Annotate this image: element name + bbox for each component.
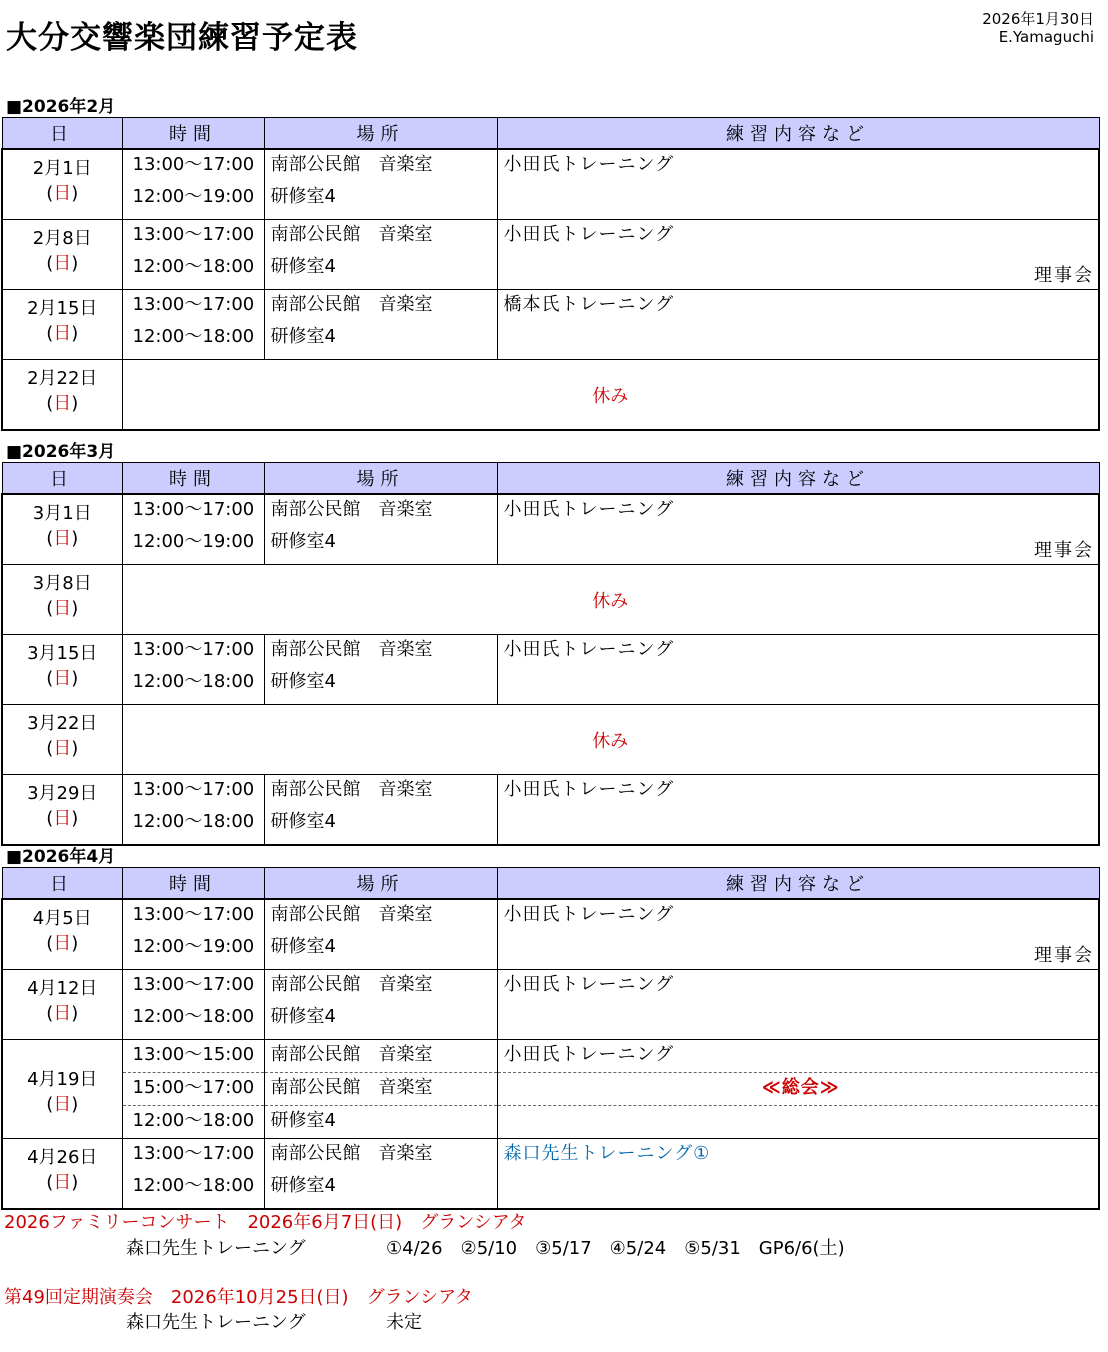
row-dow-value: 日 <box>53 668 72 689</box>
row-dow-value: 日 <box>53 933 72 954</box>
content-cell <box>497 1139 1099 1210</box>
place-cell <box>264 775 497 846</box>
time-text: 13:00～17:00 <box>132 779 255 800</box>
header-place: 場所 <box>264 868 497 900</box>
concert-regular-training-label: 森口先生トレーニング <box>126 1312 306 1333</box>
place-text: 研修室4 <box>270 531 336 552</box>
place-cell <box>264 494 497 565</box>
place-text: 南部公民館 音楽室 <box>270 974 433 995</box>
row-dow: (日) <box>46 1003 79 1024</box>
rest-cell: 休み <box>122 360 1099 431</box>
time-text: 12:00～18:00 <box>132 326 255 347</box>
time-text: 13:00～17:00 <box>132 639 255 660</box>
concert-regular-training-dates: 未定 <box>386 1312 422 1333</box>
date-cell <box>2 494 122 565</box>
row-dow: (日) <box>46 808 79 829</box>
concert-family: 2026ファミリーコンサート 2026年6月7日(日) グランシアタ <box>4 1212 527 1233</box>
month-heading: ■2026年4月 <box>6 847 116 867</box>
time-text: 13:00～17:00 <box>132 154 255 175</box>
row-date: 2月1日 <box>32 158 92 179</box>
row-dow: (日) <box>46 933 79 954</box>
time-cell <box>122 494 264 565</box>
date-cell <box>2 1040 122 1139</box>
content-text <box>498 1106 1099 1138</box>
date-cell <box>2 360 122 431</box>
row-dow: (日) <box>46 528 79 549</box>
header-day: 日 <box>2 463 122 495</box>
row-date: 4月26日 <box>27 1147 98 1168</box>
content-text: 小田氏トレーニング <box>503 154 675 175</box>
rest-cell: 休み <box>122 565 1099 635</box>
doc-date: 2026年1月30日 <box>982 10 1094 28</box>
table-row <box>2 565 1099 635</box>
board-meeting-note: 理事会 <box>1034 265 1094 286</box>
place-text: 南部公民館 音楽室 <box>270 294 433 315</box>
content-text: 小田氏トレーニング <box>503 779 675 800</box>
time-text: 13:00～17:00 <box>132 294 255 315</box>
time-text: 13:00～17:00 <box>132 904 255 925</box>
row-dow: (日) <box>46 393 79 414</box>
time-cell <box>122 1073 264 1106</box>
time-text: 12:00～18:00 <box>132 1006 255 1027</box>
content-cell <box>497 970 1099 1040</box>
header-time: 時間 <box>122 868 264 900</box>
place-text: 研修室4 <box>270 936 336 957</box>
place-cell <box>264 970 497 1040</box>
time-text: 12:00～18:00 <box>132 1175 255 1196</box>
content-cell <box>497 220 1099 290</box>
place-text: 南部公民館 音楽室 <box>270 904 433 925</box>
table-row <box>2 290 1099 360</box>
content-cell <box>497 149 1099 220</box>
time-text: 13:00～17:00 <box>132 1143 255 1164</box>
schedule-table <box>1 867 1100 1210</box>
concert-family-training-dates: ①4/26 ②5/10 ③5/17 ④5/24 ⑤5/31 GP6/6(土) <box>386 1238 845 1259</box>
table-row <box>2 705 1099 775</box>
time-text: 12:00～18:00 <box>132 256 255 277</box>
header-time: 時間 <box>122 463 264 495</box>
header-content: 練習内容など <box>497 463 1099 495</box>
row-date: 3月1日 <box>32 503 92 524</box>
place-text: 研修室4 <box>270 326 336 347</box>
time-text: 12:00～19:00 <box>132 531 255 552</box>
content-text: 小田氏トレーニング <box>503 639 675 660</box>
row-dow: (日) <box>46 323 79 344</box>
row-date: 3月22日 <box>27 713 98 734</box>
place-text: 南部公民館 音楽室 <box>270 224 433 245</box>
content-cell <box>497 1073 1099 1106</box>
place-text: 南部公民館 音楽室 <box>270 154 433 175</box>
place-text: 南部公民館 音楽室 <box>270 1044 433 1065</box>
table-row <box>2 635 1099 705</box>
time-text: 13:00～17:00 <box>132 224 255 245</box>
time-text: 13:00～15:00 <box>132 1044 255 1065</box>
row-dow: (日) <box>46 1094 79 1115</box>
row-dow-value: 日 <box>53 1094 72 1115</box>
content-text: 小田氏トレーニング <box>503 224 675 245</box>
row-date: 2月15日 <box>27 298 98 319</box>
table-row <box>2 149 1099 220</box>
time-cell <box>122 290 264 360</box>
board-meeting-note: 理事会 <box>1034 540 1094 561</box>
place-text: 南部公民館 音楽室 <box>270 1143 433 1164</box>
time-cell <box>122 635 264 705</box>
header-day: 日 <box>2 868 122 900</box>
date-cell <box>2 899 122 970</box>
table-row <box>2 899 1099 970</box>
date-cell <box>2 149 122 220</box>
time-cell <box>122 220 264 290</box>
time-cell <box>122 1040 264 1073</box>
schedule-table <box>1 462 1100 846</box>
concert-family-training-label: 森口先生トレーニング <box>126 1238 306 1259</box>
table-row <box>2 1139 1099 1210</box>
time-cell <box>122 775 264 846</box>
place-text: 研修室4 <box>270 186 336 207</box>
place-text: 研修室4 <box>270 1175 336 1196</box>
header-time: 時間 <box>122 118 264 150</box>
content-cell <box>497 494 1099 565</box>
date-cell <box>2 565 122 635</box>
date-cell <box>2 705 122 775</box>
place-cell <box>264 220 497 290</box>
row-date: 3月8日 <box>32 573 92 594</box>
table-subrow <box>2 1106 1099 1139</box>
row-date: 3月29日 <box>27 783 98 804</box>
row-dow-value: 日 <box>53 1172 72 1193</box>
table-subrow <box>2 1073 1099 1106</box>
content-text: 森口先生トレーニング① <box>503 1143 711 1164</box>
row-dow: (日) <box>46 253 79 274</box>
time-text: 12:00～18:00 <box>132 811 255 832</box>
row-dow-value: 日 <box>53 183 72 204</box>
place-cell <box>264 899 497 970</box>
header-content: 練習内容など <box>497 868 1099 900</box>
table-subrow <box>2 1040 1099 1073</box>
row-date: 4月5日 <box>32 908 92 929</box>
place-text: 研修室4 <box>270 671 336 692</box>
content-cell <box>497 635 1099 705</box>
time-cell <box>122 970 264 1040</box>
date-cell <box>2 970 122 1040</box>
row-dow-value: 日 <box>53 1003 72 1024</box>
row-dow-value: 日 <box>53 528 72 549</box>
rest-cell: 休み <box>122 705 1099 775</box>
row-dow-value: 日 <box>53 808 72 829</box>
row-date: 4月19日 <box>27 1069 98 1090</box>
time-cell <box>122 1139 264 1210</box>
place-cell <box>264 149 497 220</box>
row-dow: (日) <box>46 598 79 619</box>
date-cell <box>2 1139 122 1210</box>
concert-regular: 第49回定期演奏会 2026年10月25日(日) グランシアタ <box>4 1287 473 1308</box>
place-text: 研修室4 <box>270 1110 336 1131</box>
table-row <box>2 775 1099 846</box>
time-text: 12:00～18:00 <box>132 671 255 692</box>
row-dow-value: 日 <box>53 738 72 759</box>
row-dow-value: 日 <box>53 253 72 274</box>
time-text: 12:00～18:00 <box>132 1110 255 1131</box>
schedule-table <box>1 117 1100 431</box>
content-text: 小田氏トレーニング <box>503 974 675 995</box>
doc-author: E.Yamaguchi <box>998 28 1094 46</box>
time-text: 15:00～17:00 <box>132 1077 255 1098</box>
date-cell <box>2 775 122 846</box>
board-meeting-note: 理事会 <box>1034 945 1094 966</box>
date-cell <box>2 635 122 705</box>
place-cell <box>264 1139 497 1210</box>
content-text: 小田氏トレーニング <box>503 1044 675 1065</box>
content-text: 小田氏トレーニング <box>503 499 675 520</box>
content-cell <box>497 1040 1099 1073</box>
row-dow: (日) <box>46 668 79 689</box>
row-dow: (日) <box>46 738 79 759</box>
content-cell <box>497 290 1099 360</box>
time-cell <box>122 1106 264 1139</box>
content-cell <box>497 899 1099 970</box>
time-text: 12:00～19:00 <box>132 186 255 207</box>
row-date: 3月15日 <box>27 643 98 664</box>
time-cell <box>122 149 264 220</box>
place-text: 南部公民館 音楽室 <box>270 779 433 800</box>
header-place: 場所 <box>264 463 497 495</box>
row-date: 2月8日 <box>32 228 92 249</box>
table-row <box>2 494 1099 565</box>
place-text: 南部公民館 音楽室 <box>270 639 433 660</box>
header-day: 日 <box>2 118 122 150</box>
place-cell <box>264 1073 497 1106</box>
time-text: 13:00～17:00 <box>132 974 255 995</box>
place-text: 研修室4 <box>270 256 336 277</box>
content-text: 小田氏トレーニング <box>503 904 675 925</box>
row-dow: (日) <box>46 1172 79 1193</box>
place-cell <box>264 290 497 360</box>
table-row <box>2 220 1099 290</box>
place-text: 研修室4 <box>270 811 336 832</box>
row-dow-value: 日 <box>53 393 72 414</box>
table-row <box>2 360 1099 431</box>
content-text: 橋本氏トレーニング <box>503 294 675 315</box>
header-content: 練習内容など <box>497 118 1099 150</box>
page-title: 大分交響楽団練習予定表 <box>6 20 358 56</box>
row-dow-value: 日 <box>53 598 72 619</box>
place-cell <box>264 1040 497 1073</box>
row-date: 2月22日 <box>27 368 98 389</box>
place-cell <box>264 635 497 705</box>
place-cell <box>264 1106 497 1139</box>
date-cell <box>2 220 122 290</box>
content-cell <box>497 1106 1099 1139</box>
content-text: ≪総会≫ <box>761 1077 840 1098</box>
content-cell <box>497 775 1099 846</box>
time-text: 12:00～19:00 <box>132 936 255 957</box>
month-heading: ■2026年2月 <box>6 97 116 117</box>
month-heading: ■2026年3月 <box>6 442 116 462</box>
date-cell <box>2 290 122 360</box>
doc-meta <box>982 10 1094 46</box>
place-text: 南部公民館 音楽室 <box>270 1077 433 1098</box>
time-cell <box>122 899 264 970</box>
header-place: 場所 <box>264 118 497 150</box>
row-dow: (日) <box>46 183 79 204</box>
place-text: 南部公民館 音楽室 <box>270 499 433 520</box>
place-text: 研修室4 <box>270 1006 336 1027</box>
row-date: 4月12日 <box>27 978 98 999</box>
time-text: 13:00～17:00 <box>132 499 255 520</box>
row-dow-value: 日 <box>53 323 72 344</box>
table-row <box>2 970 1099 1040</box>
